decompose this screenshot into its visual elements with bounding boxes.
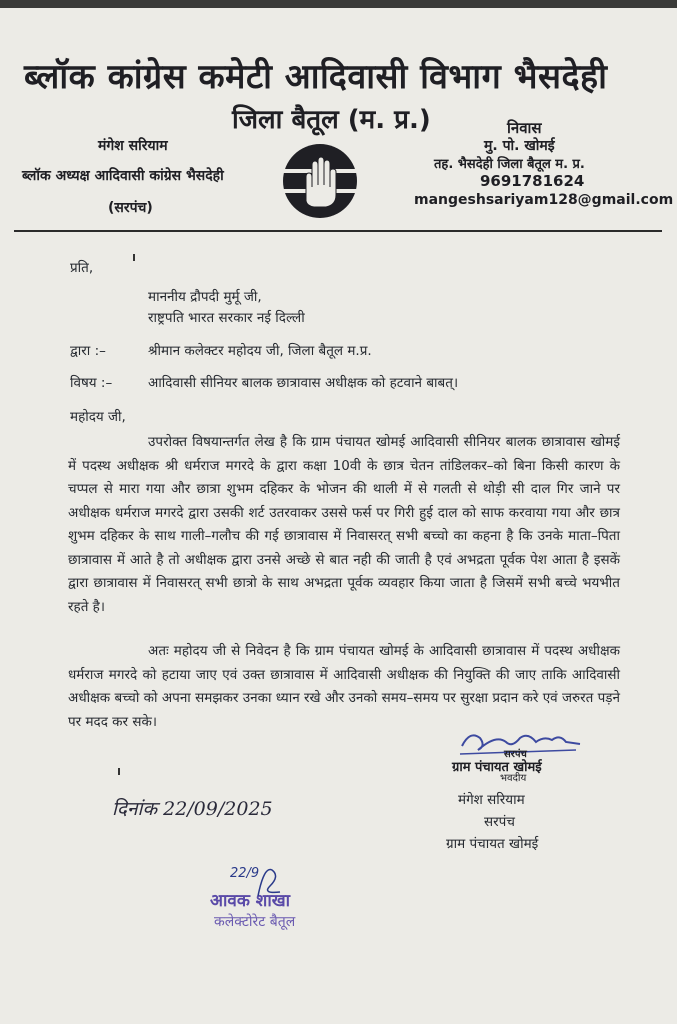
subject-label: विषय :– — [70, 375, 113, 391]
stamp-sarpanch: सरपंच — [504, 749, 527, 760]
letterhead-divider — [14, 230, 662, 232]
letter-paragraph-2: अतः महोदय जी से निवेदन है कि ग्राम पंचायत खोमई के आदिवासी छात्रावास में पदस्थ अधीक्षक धर्मराज मगरदे को हटाया जाए एवं उक्त छात्रावास में आदिवासी अधीक्षक की नियुक्ति की जाए ताकि आदिवासी अधीक्षक बच्चो को अपना समझकर उनका ध्यान रखे और उनको समय–समय पर सुरक्षा प्रदान करे एवं जरुरत पड़ने पर मदद कर सके। — [68, 643, 620, 730]
recipient-line1: माननीय द्रौपदी मुर्मू जी, — [148, 289, 262, 305]
scan-edge — [0, 0, 677, 8]
address-line2: तह. भैसदेही जिला बैतूल म. प्र. — [434, 157, 585, 172]
congress-hand-logo — [282, 143, 358, 219]
handwritten-date: दिनांक 22/09/2025 — [112, 798, 273, 820]
residence-label: निवास — [507, 119, 542, 137]
signatory-title: सरपंच — [484, 814, 515, 830]
receipt-number: 22/9 — [230, 866, 260, 881]
punch-mark — [133, 254, 135, 261]
stamp-panchayat: ग्राम पंचायत खोमई — [452, 760, 542, 775]
receipt-stamp-line2: कलेक्टोरेट बैतूल — [214, 914, 296, 930]
letterhead-district: जिला बैतूल (म. प्र.) — [232, 105, 431, 135]
email-address: mangeshsariyam128@gmail.com — [414, 192, 674, 208]
receipt-stamp-line1: आवक शाखा — [210, 891, 291, 911]
signatory-name: मंगेश सरियाम — [458, 792, 525, 808]
via-text: श्रीमान कलेक्टर महोदय जी, जिला बैतूल म.प्र. — [148, 343, 372, 359]
salutation: महोदय जी, — [70, 409, 126, 425]
recipient-line2: राष्ट्रपति भारत सरकार नई दिल्ली — [148, 310, 305, 326]
sender-name: मंगेश सरियाम — [98, 138, 168, 154]
subject-text: आदिवासी सीनियर बालक छात्रावास अधीक्षक को हटवाने बाबत्। — [148, 375, 459, 391]
letter-paragraph-1: उपरोक्त विषयान्तर्गत लेख है कि ग्राम पंचायत खोमई आदिवासी सीनियर बालक छात्रावास खोमई में पदस्थ अधीक्षक श्री धर्मराज मगरदे के द्वारा कक्षा 10वी के छात्र चेतन तांडिलकर–को बिना किसी कारण के चप्पल से मारा गया और छात्रा शुभम दहिकर के भोजन की थाली में से गलती से थोड़ी सी दाल गिर जाने पर अधीक्षक धर्मराज मगरदे द्वारा उसकी शर्ट उतरवाकर उससे फर्स पर गिरी हुई दाल को साफ करवाया गया और छात्र शुभम दहिकर के साथ गाली–गलौच की गई छात्रावास में निवासरत् सभी बच्चो का कहना है कि उनके माता–पिता छात्रावास में आते है तो अधीक्षक द्वारा उनसे अच्छे से बात नही की जाती है एवं अभद्रता पूर्वक पेश आता है इसकें द्वारा छात्रावास में निवासरत् सभी छात्रो के साथ अभद्रता पूर्वक व्यवहार किया जाता है जिसमें सभी बच्चे भयभीत रहते है। — [68, 434, 620, 615]
via-label: द्वारा :– — [70, 343, 106, 359]
sender-designation: ब्लॉक अध्यक्ष आदिवासी कांग्रेस भैसदेही — [22, 168, 224, 184]
punch-mark — [118, 768, 120, 775]
signatory-panchayat: ग्राम पंचायत खोमई — [446, 836, 539, 852]
phone-number: 9691781624 — [480, 172, 585, 190]
to-label: प्रति, — [70, 260, 94, 276]
closing-bhavdiya: भवदीय — [500, 773, 527, 784]
sender-role: (सरपंच) — [108, 200, 153, 216]
letterhead-title: ब्लॉक कांग्रेस कमेटी आदिवासी विभाग भैसदेही — [24, 57, 608, 97]
receipt-scribble — [250, 862, 290, 902]
address-line1: मु. पो. खोमई — [484, 138, 555, 154]
